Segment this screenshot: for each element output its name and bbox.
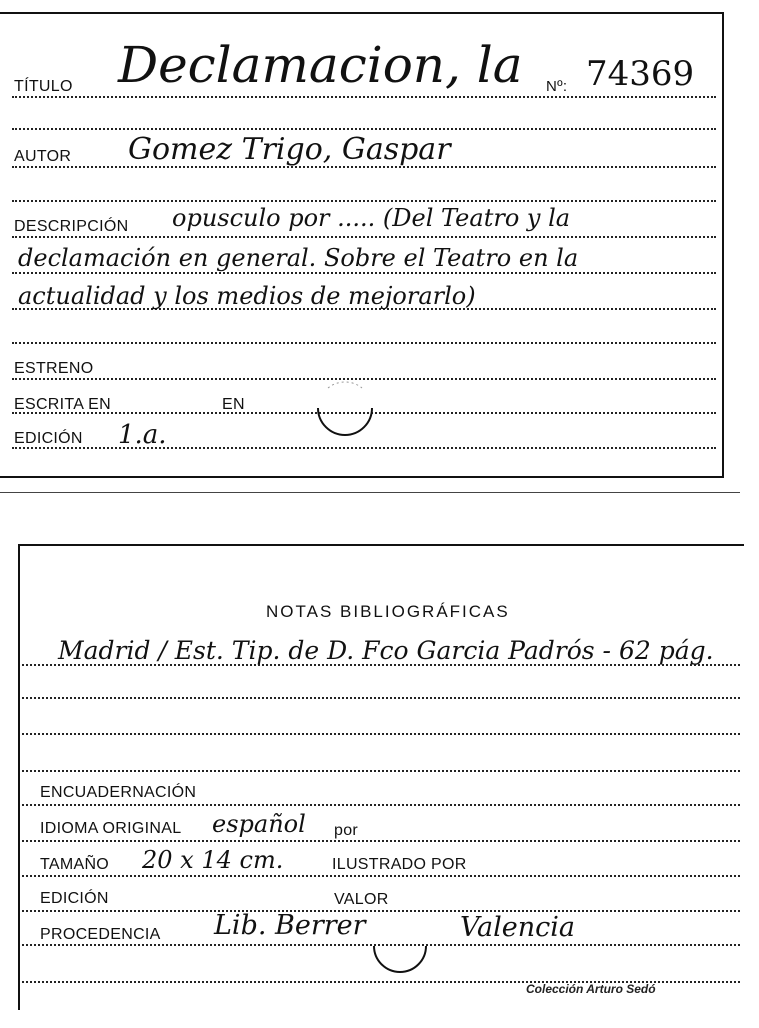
rule-line [12, 128, 716, 130]
numero-label: Nº: [546, 78, 568, 95]
rule-line [12, 272, 716, 274]
rule-line [22, 875, 740, 877]
procedencia-label: PROCEDENCIA [40, 926, 161, 943]
procedencia-value2: Valencia [460, 912, 575, 943]
en-label: EN [222, 396, 245, 413]
autor-label: AUTOR [14, 148, 72, 165]
descripcion-label: DESCRIPCIÓN [14, 218, 129, 235]
rule-line [12, 236, 716, 238]
descripcion-line2: declamación en general. Sobre el Teatro en la [18, 244, 579, 272]
rule-line [12, 96, 716, 98]
descripcion-line3: actualidad y los medios de mejorarlo) [18, 282, 476, 310]
rule-line [12, 200, 716, 202]
rule-line [12, 342, 716, 344]
edicion2-label: EDICIÓN [40, 890, 109, 907]
idioma-label: IDIOMA ORIGINAL [40, 820, 182, 837]
edicion-label: EDICIÓN [14, 430, 83, 447]
cut-line [0, 492, 740, 493]
por-label: por [334, 822, 359, 839]
rule-line [22, 840, 740, 842]
edicion-value: 1.a. [118, 420, 167, 450]
tamano-value: 20 x 14 cm. [142, 846, 284, 874]
notas-line1: Madrid / Est. Tip. de D. Fco Garcia Padrós - 62 pág. [58, 636, 714, 665]
rule-line [22, 804, 740, 806]
punch-hole-icon [312, 380, 378, 442]
numero-value: 74369 [586, 54, 695, 94]
escrita-en-label: ESCRITA EN [14, 396, 111, 413]
procedencia-value1: Lib. Berrer [214, 910, 366, 941]
rule-line [22, 770, 740, 772]
ilustrado-label: ILUSTRADO POR [332, 856, 467, 873]
estreno-label: ESTRENO [14, 360, 94, 377]
tamano-label: TAMAÑO [40, 856, 110, 873]
punch-hole-icon [370, 920, 430, 976]
valor-label: VALOR [334, 891, 389, 908]
titulo-value: Declamacion, la [118, 36, 523, 94]
notas-heading: NOTAS BIBLIOGRÁFICAS [266, 602, 510, 621]
descripcion-line1: opusculo por ..... (Del Teatro y la [172, 204, 571, 232]
rule-line [22, 697, 740, 699]
idioma-value: español [212, 810, 306, 838]
autor-value: Gomez Trigo, Gaspar [128, 132, 451, 167]
rule-line [22, 733, 740, 735]
collection-footer: Colección Arturo Sedó [526, 982, 656, 996]
encuadernacion-label: ENCUADERNACIÓN [40, 784, 197, 801]
rule-line [22, 910, 740, 912]
titulo-label: TÍTULO [14, 78, 73, 95]
